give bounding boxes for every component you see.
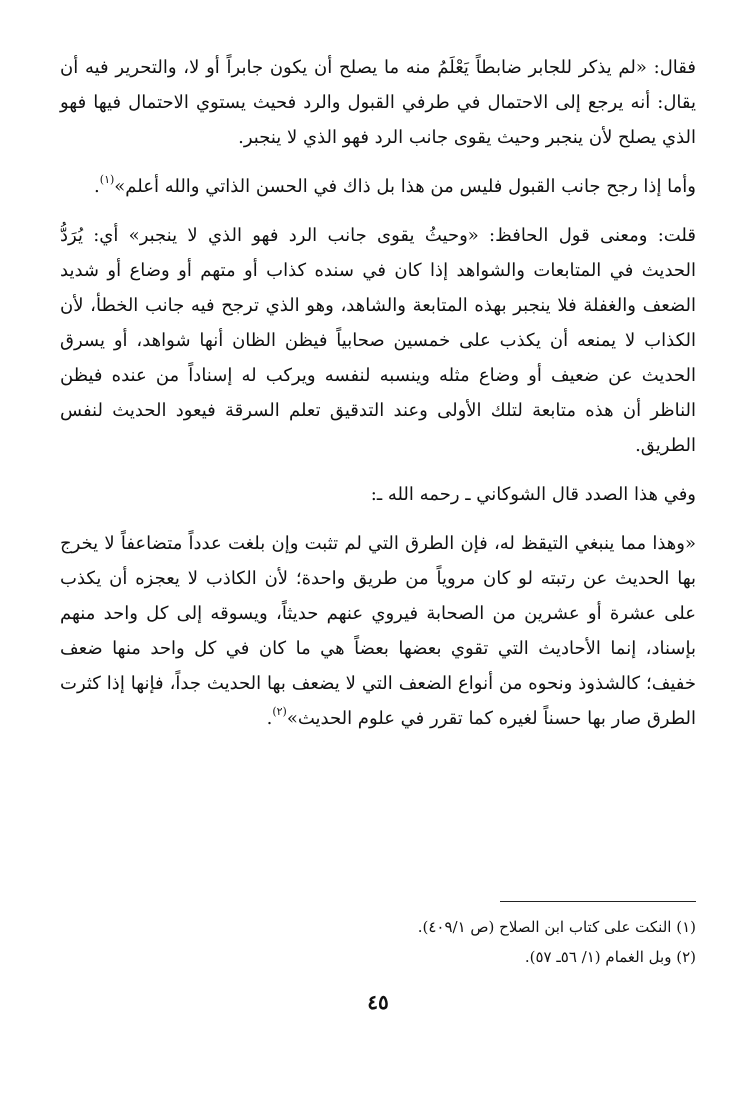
paragraph-3-text: قلت: ومعنى قول الحافظ: «وحيثُ يقوى جانب الرد فهو الذي لا ينجبر» أي: يُرَدُّ الحديث في المتابعات والشواهد إذا كان في سنده كذاب أو متهم أو وضاع أو شديد الضعف والغفلة فلا ينجبر بهذه المتابعة والشاهد، وهو الذي ترجح فيه جانب الخطأ، لأن الكذاب لا يمنعه أن يكذب على خمسين صحابياً فيظن الظان أنها شواهد، أو يسرق الحديث عن ضعيف أو وضاع مثله وينسبه لنفسه ويركب له إسناداً من عنده فيظن الناظر أن هذه متابعة لتلك الأولى وعند التدقيق تعلم السرقة فيعود الحديث لنفس الطريق. bbox=[60, 225, 696, 456]
quote-paragraph-text: «وهذا مما ينبغي التيقظ له، فإن الطرق التي لم تثبت وإن بلغت عدداً متضاعفاً لا يخرج بها الحديث عن رتبته لو كان مروياً من طريق واحدة؛ لأن الكاذب لا يعجزه أن يكذب على عشرة أو عشرين من الصحابة فيروي عنهم حديثاً، ويسوقه إلى كل واحد منهم بإسناد، إنما الأحاديث التي تقوي بعضها بعضاً هي ما كان في كل واحد منها ضعف خفيف؛ كالشذوذ ونحوه من أنواع الضعف التي لا يضعف بها الحديث جداً، فإنها إذا كثرت الطرق صار بها حسناً لغيره كما تقرر في علوم الحديث» bbox=[60, 533, 696, 729]
page-number: ٤٥ bbox=[367, 990, 389, 1014]
page-body bbox=[60, 50, 696, 750]
paragraph-2 bbox=[60, 169, 696, 204]
footnote-1: (١) النكت على كتاب ابن الصلاح (ص ٤٠٩/١). bbox=[417, 918, 696, 936]
paragraph-2-period: . bbox=[94, 176, 100, 197]
footnotes bbox=[60, 912, 696, 972]
paragraph-4 bbox=[60, 477, 696, 512]
paragraph-1-text: فقال: «لم يذكر للجابر ضابطاً يَعْلَمُ منه ما يصلح أن يكون جابراً أو لا، والتحرير فيه أن يقال: أنه يرجع إلى الاحتمال في طرفي القبول والرد فحيث يستوي الاحتمال فيها فهو الذي يصلح لأن ينجبر وحيث يقوى جانب الرد فهو الذي لا ينجبر. bbox=[60, 57, 696, 148]
footnote-2: (٢) وبل الغمام (١/ ٥٦ـ ٥٧). bbox=[524, 948, 696, 966]
paragraph-2-text: وأما إذا رجح جانب القبول فليس من هذا بل ذاك في الحسن الذاتي والله أعلم» bbox=[114, 176, 696, 197]
quote-paragraph-period: . bbox=[266, 708, 273, 729]
paragraph-1 bbox=[60, 50, 696, 155]
quote-paragraph bbox=[60, 526, 696, 736]
paragraph-4-text: وفي هذا الصدد قال الشوكاني ـ رحمه الله ـ: bbox=[370, 484, 696, 505]
footnote-ref-2[interactable]: (٢) bbox=[272, 705, 287, 718]
paragraph-3 bbox=[60, 218, 696, 463]
footnote-ref-1[interactable]: (١) bbox=[99, 173, 115, 186]
footnote-divider bbox=[500, 901, 696, 902]
